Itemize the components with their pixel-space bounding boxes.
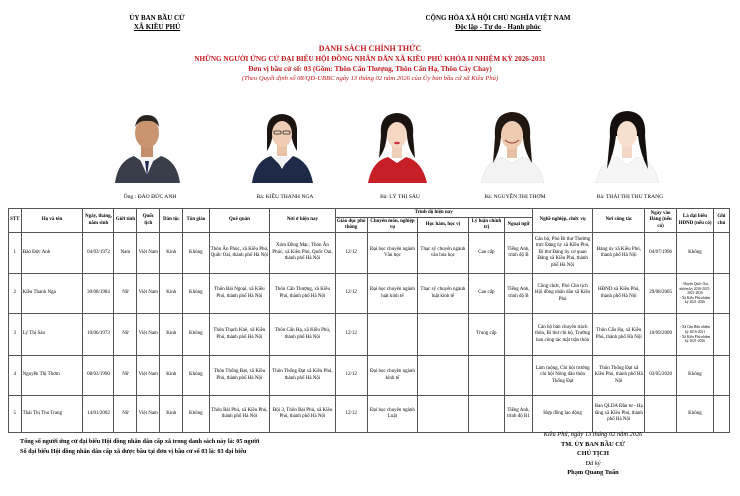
cell-note [713,233,729,274]
cell-stt: 2 [9,274,22,314]
cell-hdnd: - Xã Cấn Hữu nhiệm kỳ 2016-2021 - Xã Kiều Phú nhiệm kỳ 2021-2026 [677,314,714,356]
cell-job: Cán bộ bán chuyên trách thôn, Bí thư chi bộ, Trưởng ban công tác mặt trận thôn [532,314,593,356]
cell-edu-lang [505,314,533,356]
cell-edu-prof [367,314,417,356]
cell-note [713,396,729,433]
cell-edu-degree: Thạc sỹ chuyên ngành văn hóa học [418,233,468,274]
cell-hometown: Thôn Thống Đạt, xã Kiều Phú, thành phố Hà Nội [209,356,270,396]
header-job: Nghề nghiệp, chức vụ [532,209,593,233]
photo-caption-2: Bà: KIỀU THANH NGA [256,194,314,200]
signer-name: Phạm Quang Tuấn [567,469,619,476]
cell-sex: Nữ [114,396,137,433]
national-heading [418,14,578,32]
cell-note [713,356,729,396]
cell-edu-lang [505,356,533,396]
cell-workplace: Ban QLDA Đầu tư - Hạ tầng xã Kiều Phú, thành phố Hà Nội [593,396,645,433]
cell-ethnic: Kinh [160,314,183,356]
cell-job: Công chức, Phó Chủ tịch Hội đồng nhân dân xã Kiều Phú [532,274,593,314]
electoral-unit: Đơn vị bầu cử số: 03 (Gồm: Thôn Cấn Thượng, Thôn Cấn Hạ, Thôn Cây Chay) [248,65,492,73]
candidate-photo-3 [360,103,435,183]
summary-total-candidates: Tổng số người ứng cử đại biểu Hội đồng nhân dân cấp xã trong danh sách này là: 05 người [20,438,260,445]
cell-residence: Đội 3, Thôn Bái Phú, xã Kiều Phú, thành phố Hà Nội [270,396,335,433]
cell-nationality: Việt Nam [137,314,160,356]
cell-name: Lý Thị Sáu [21,314,83,356]
table-row [9,356,730,396]
candidate-photo-5 [590,103,665,183]
header-edu-lang: Ngoại ngữ [505,218,533,233]
table-row [9,396,730,433]
cell-stt: 3 [9,314,22,356]
cell-residence: Thôn Thống Đạt xã Kiều Phú, thành phố Hà Nội [270,356,335,396]
cell-religion: Không [183,314,209,356]
cell-hdnd: Không [677,396,714,433]
cell-edu-degree [418,396,468,433]
cell-residence: Thôn Cấn Thượng, xã Kiều Phú, thành phố Hà Nội [270,274,335,314]
cell-religion: Không [183,396,209,433]
cell-nationality: Việt Nam [137,396,160,433]
header-hometown: Quê quán [209,209,270,233]
issuing-authority [102,14,212,32]
table-row [9,274,730,314]
decision-reference: (Theo Quyết định số 08/QĐ-UBBC ngày 13 tháng 02 năm 2026 của Ủy ban bầu cử xã Kiều Phú) [241,75,499,82]
header-residence: Nơi ở hiện nay [270,209,335,233]
cell-hometown: Thôn Bái Ngoại, xã Kiều Phú, thành phố Hà Nội [209,274,270,314]
header-edu-prof: Chuyên môn, nghiệp vụ [367,218,417,233]
header-party-date: Ngày vào Đảng (nếu có) [645,209,677,233]
cell-workplace: HĐND xã Kiều Phú, thành phố Hà Nội [593,274,645,314]
cell-edu-prof: Đại học chuyên ngành Văn học [367,233,417,274]
cell-sex: Nữ [114,314,137,356]
photo-caption-4: Bà: NGUYỄN THỊ THƠM [484,194,546,200]
header-workplace: Nơi công tác [593,209,645,233]
nation-line1: CỘNG HÒA XÃ HỘI CHỦ NGHĨA VIỆT NAM [425,14,571,22]
cell-dob: 04/03/1972 [83,233,114,274]
cell-dob: 14/01/2002 [83,396,114,433]
cell-ethnic: Kinh [160,274,183,314]
cell-edu-degree [418,356,468,396]
cell-ethnic: Kinh [160,233,183,274]
cell-job: Hợp đồng lao động [532,396,593,433]
cell-religion: Không [183,356,209,396]
cell-hometown: Thôn Ân Phúc, xã Kiều Phú, Quốc Oai, thành phố Hà Nội [209,233,270,274]
cell-nationality: Việt Nam [137,356,160,396]
cell-edu-prof: Đại học chuyên ngành kinh tế [367,356,417,396]
cell-party-date: 10/09/2009 [645,314,677,356]
cell-hdnd: - Huyện Quốc Oai, nhiệm kỳ 2016-2021; 2021-2026 - Xã Kiều Phú nhiệm kỳ 2021-2026 [677,274,714,314]
candidate-photo-2 [245,103,320,183]
cell-dob: 08/03/1990 [83,356,114,396]
header-note: Ghi chú [713,209,729,233]
header-edu-general: Giáo dục phổ thông [335,218,367,233]
document-subtitle: NHỮNG NGƯỜI ỨNG CỬ ĐẠI BIỂU HỘI ĐỒNG NHÂN DÂN XÃ KIỀU PHÚ KHÓA II NHIỆM KỲ 2026-2031 [194,55,546,63]
document-title-block [0,44,740,83]
cell-edu-lang: Tiếng Anh, trình độ B1 [505,396,533,433]
cell-edu-degree: Thạc sỹ chuyên ngành luật kinh tế [418,274,468,314]
table-row [9,314,730,356]
cell-hdnd: Không [677,233,714,274]
cell-stt: 1 [9,233,22,274]
document-title: DANH SÁCH CHÍNH THỨC [318,44,422,53]
cell-edu-politics: Trung cấp [468,314,505,356]
cell-party-date [645,396,677,433]
signing-organization: TM. ỦY BAN BẦU CỬ [561,440,625,448]
header-edu-degree: Học hàm, học vị [418,218,468,233]
cell-note [713,314,729,356]
cell-residence: Thôn Cấn Hạ, xã Kiều Phú, thành phố Hà Nội [270,314,335,356]
header-education-group: Trình độ hiện nay [335,209,532,218]
signature-block [498,430,688,478]
cell-nationality: Việt Nam [137,274,160,314]
cell-hometown: Thôn Thạch Khê, xã Kiều Phú, thành phố Hà Nội [209,314,270,356]
header-stt: STT [9,209,22,233]
cell-edu-politics: Cao cấp [468,274,505,314]
candidate-photo-1 [110,103,185,183]
authority-line1: ỦY BAN BẦU CỬ [129,14,185,22]
cell-job: Cán bộ, Phó Bí thư Thường trực Đảng ủy xã Kiều Phú, Bí thư Đảng ủy cơ quan Đảng xã Kiều Phú, thành phố Hà Nội [532,233,593,274]
cell-workplace: Thôn Cấn Hạ, xã Kiều Phú, thành phố Hà Nội [593,314,645,356]
cell-hdnd: Không [677,356,714,396]
header-nationality: Quốc tịch [137,209,160,233]
summary-seats: Số đại biểu Hội đồng nhân dân cấp xã được bầu tại đơn vị bầu cử số 03 là: 03 đại biểu [20,448,247,455]
cell-name: Nguyễn Thị Thơm [21,356,83,396]
header-name: Họ và tên [21,209,83,233]
cell-ethnic: Kinh [160,396,183,433]
cell-edu-general: 12/12 [335,233,367,274]
header-edu-politics: Lý luận chính trị [468,218,505,233]
cell-religion: Không [183,274,209,314]
cell-edu-general: 12/12 [335,314,367,356]
cell-dob: 30/08/1984 [83,274,114,314]
cell-edu-lang: Tiếng Anh, trình độ B [505,233,533,274]
photo-caption-1: Ông : ĐÀO ĐỨC ANH [123,194,177,200]
cell-edu-politics: Cao cấp [468,233,505,274]
cell-edu-general: 12/12 [335,396,367,433]
photo-caption-5: Bà: THÁI THỊ THU TRANG [596,194,664,200]
candidate-table [8,208,730,433]
cell-party-date: 29/08/2005 [645,274,677,314]
cell-residence: Xóm Đồng Mạc, Thôn Ân Phúc, xã Kiều Phú, Quốc Oai, thành phố Hà Nội [270,233,335,274]
cell-nationality: Việt Nam [137,233,160,274]
cell-note [713,274,729,314]
photo-caption-3: Bà: LÝ THỊ SÁU [380,194,420,200]
signed-mark: Đã ký [585,459,601,467]
place-date: Kiều Phú, ngày 13 tháng 02 năm 2026 [543,431,643,438]
cell-job: Làm ruộng, Chi hội trưởng chi hội Nông dân thôn Thống Đạt [532,356,593,396]
cell-sex: Nam [114,233,137,274]
cell-edu-degree [418,314,468,356]
cell-party-date: 03/05/2020 [645,356,677,396]
authority-line2: XÃ KIỀU PHÚ [133,23,181,31]
cell-sex: Nữ [114,274,137,314]
table-header-row [9,209,730,218]
cell-workplace: Thôn Thống Đạt xã Kiều Phú, thành phố Hà Nội [593,356,645,396]
cell-party-date: 04/07/1996 [645,233,677,274]
cell-religion: Không [183,233,209,274]
cell-hometown: Thôn Bái Phú, xã Kiều Phú, thành phố Hà Nội [209,396,270,433]
cell-name: Đào Đức Anh [21,233,83,274]
summary-notes [20,437,259,457]
cell-edu-general: 12/12 [335,274,367,314]
cell-stt: 5 [9,396,22,433]
cell-name: Kiều Thanh Nga [21,274,83,314]
header-ethnic: Dân tộc [160,209,183,233]
cell-dob: 10/06/1973 [83,314,114,356]
cell-workplace: Đảng ủy xã Kiều Phú, thành phố Hà Nội [593,233,645,274]
nation-motto: Độc lập - Tự do - Hạnh phúc [455,23,541,31]
header-hdnd: Là đại biểu HĐND (nếu có) [677,209,714,233]
candidate-photos [108,103,698,183]
candidate-photo-4 [475,103,550,183]
cell-edu-prof: Đại học chuyên ngành Luật [367,396,417,433]
cell-sex: Nữ [114,356,137,396]
cell-stt: 4 [9,356,22,396]
cell-edu-politics [468,396,505,433]
cell-name: Thái Thị Thu Trang [21,396,83,433]
cell-edu-general: 12/12 [335,356,367,396]
cell-edu-lang: Tiếng Anh, trình độ B [505,274,533,314]
cell-ethnic: Kinh [160,356,183,396]
table-row [9,233,730,274]
header-religion: Tôn giáo [183,209,209,233]
header-dob: Ngày, tháng, năm sinh [83,209,114,233]
header-sex: Giới tính [114,209,137,233]
signer-role: CHỦ TỊCH [576,450,610,457]
cell-edu-politics [468,356,505,396]
cell-edu-prof: Đại học chuyên ngành luật kinh tế [367,274,417,314]
